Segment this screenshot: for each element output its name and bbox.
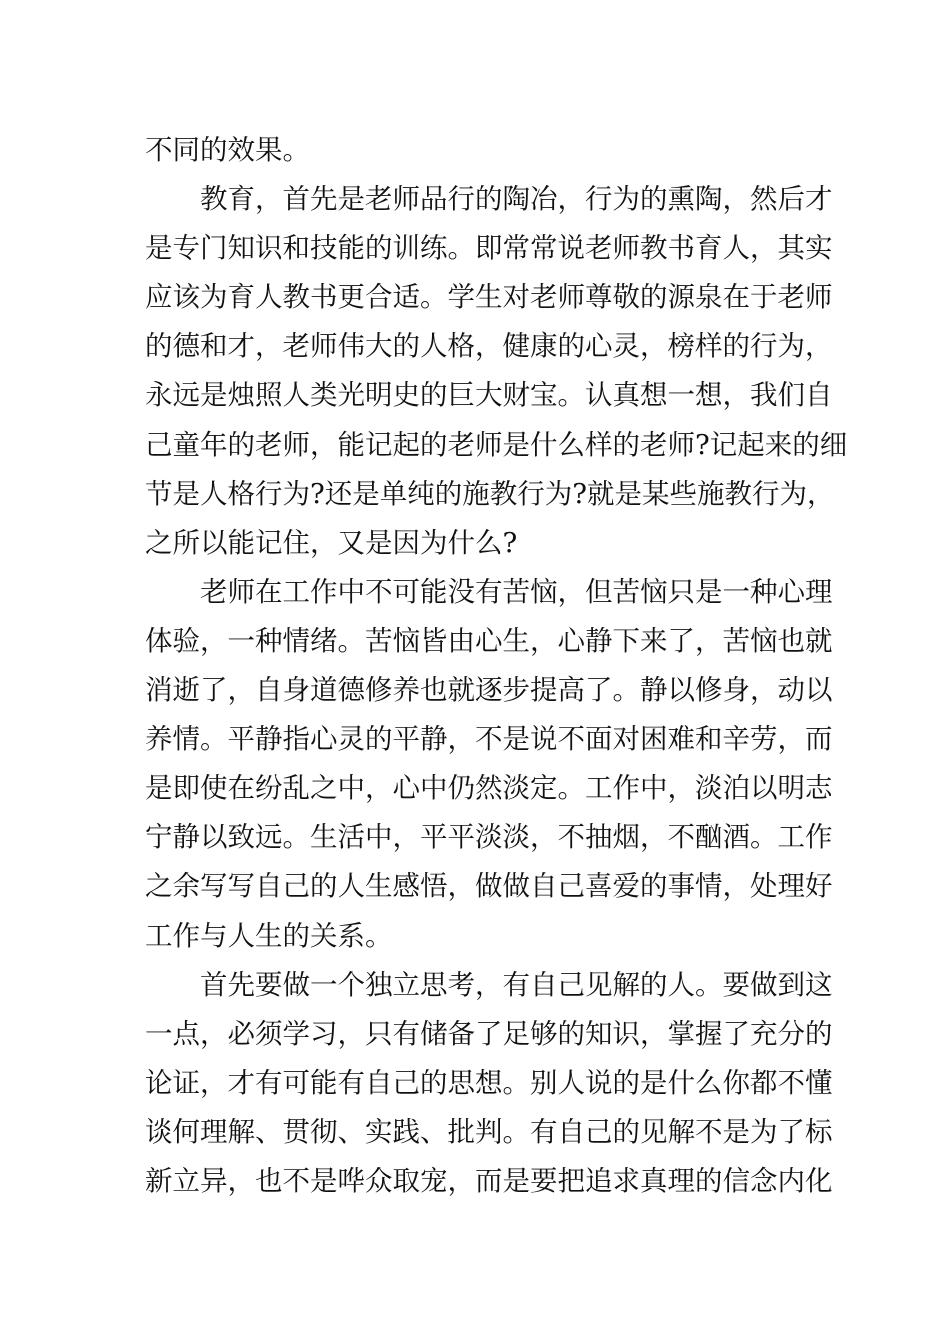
text-line: 养情。平静指心灵的平静，不是说不面对困难和辛劳，而	[145, 723, 833, 756]
paragraph-last-line: 之所以能记住，又是因为什么?	[145, 526, 518, 559]
text-line: 宁静以致远。生活中，平平淡淡，不抽烟，不酗酒。工作	[145, 821, 833, 854]
paragraph-first-line: 老师在工作中不可能没有苦恼，但苦恼只是一种心理	[200, 575, 833, 608]
text-line: 己童年的老师，能记起的老师是什么样的老师?记起来的细	[145, 428, 848, 461]
text-line: 是即使在纷乱之中，心中仍然淡定。工作中，淡泊以明志	[145, 772, 833, 805]
text-line: 是专门知识和技能的训练。即常常说老师教书育人，其实	[145, 232, 833, 265]
text-line: 不同的效果。	[145, 134, 310, 166]
text-line: 一点，必须学习，只有储备了足够的知识，掌握了充分的	[145, 1017, 833, 1050]
body-text	[145, 126, 848, 1206]
text-line: 之余写写自己的人生感悟，做做自己喜爱的事情，处理好	[145, 870, 833, 903]
text-line: 新立异，也不是哗众取宠，而是要把追求真理的信念内化	[145, 1164, 833, 1197]
text-line: 永远是烛照人类光明史的巨大财宝。认真想一想，我们自	[145, 379, 833, 412]
text-line: 节是人格行为?还是单纯的施教行为?就是某些施教行为，	[145, 477, 835, 510]
text-line: 体验，一种情绪。苦恼皆由心生，心静下来了，苦恼也就	[145, 624, 833, 657]
paragraph-first-line: 首先要做一个独立思考，有自己见解的人。要做到这	[200, 968, 833, 1001]
text-line: 消逝了，自身道德修养也就逐步提高了。静以修身，动以	[145, 674, 833, 707]
text-line: 论证，才有可能有自己的思想。别人说的是什么你都不懂	[145, 1066, 833, 1099]
paragraph-first-line: 教育，首先是老师品行的陶冶，行为的熏陶，然后才	[200, 183, 833, 216]
text-line: 应该为育人教书更合适。学生对老师尊敬的源泉在于老师	[145, 281, 833, 314]
text-line: 谈何理解、贯彻、实践、批判。有自己的见解不是为了标	[145, 1115, 833, 1148]
paragraph-last-line: 工作与人生的关系。	[145, 919, 393, 952]
text-line: 的德和才，老师伟大的人格，健康的心灵，榜样的行为，	[145, 330, 833, 363]
